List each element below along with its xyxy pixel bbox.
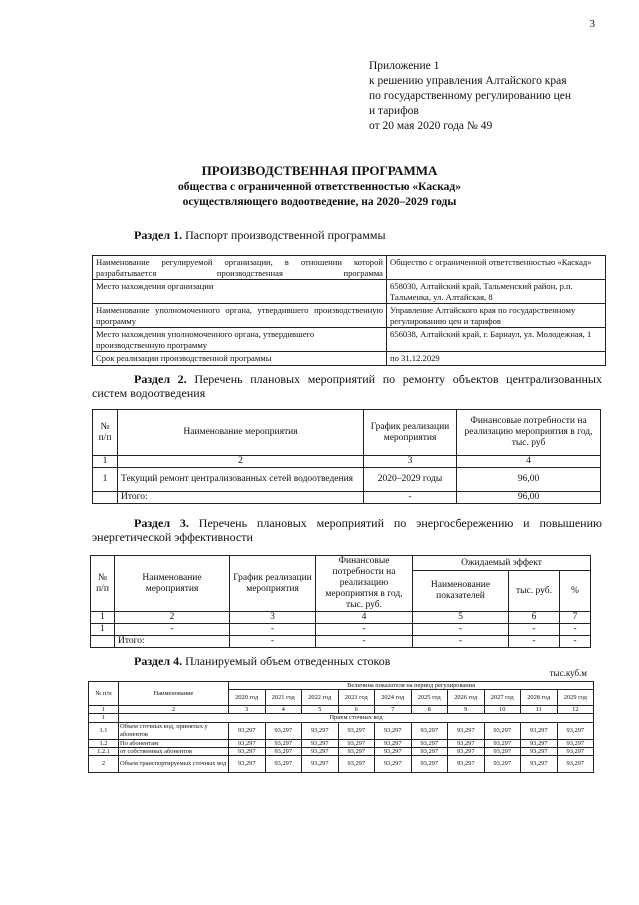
table-row xyxy=(93,352,606,366)
table-row xyxy=(93,280,606,304)
passport-value: 656038, Алтайский край, г. Барнаул, ул. Молодежная, 1 xyxy=(387,328,606,352)
table-row xyxy=(93,304,606,328)
header-effect: Ожидаемый эффект xyxy=(413,556,591,571)
total-cell: - xyxy=(560,636,591,648)
total-row xyxy=(91,636,591,648)
year-cell: 2026 год xyxy=(448,690,485,706)
row-name: Объем транспортируемых сточных вод xyxy=(119,756,229,773)
unit-label: тыс.куб.м xyxy=(549,668,587,678)
value-cell: 93,297 xyxy=(484,747,521,755)
table-row xyxy=(89,747,594,755)
header-finance: Финансовые потребности на реализацию мероприятия в год, тыс. руб xyxy=(457,410,601,456)
appendix-line: и тарифов xyxy=(369,105,419,117)
header-rub: тыс. руб. xyxy=(509,571,560,612)
col-number: 6 xyxy=(509,612,560,624)
header-num: № п/п xyxy=(93,410,118,456)
year-cell: 2020 год xyxy=(229,690,266,706)
section3-label: Раздел 3. xyxy=(134,516,189,530)
passport-name: Наименование уполномоченного органа, утвердившего производственную программу xyxy=(93,304,387,328)
total-cell: - xyxy=(413,636,509,648)
value-cell: 93,297 xyxy=(521,739,558,747)
value-cell: 93,297 xyxy=(229,756,266,773)
row-num: 1.1 xyxy=(89,722,119,739)
col-number: 7 xyxy=(375,706,412,714)
table-header-row xyxy=(91,556,591,571)
row-num: 1 xyxy=(93,468,118,492)
repair-table xyxy=(92,409,601,504)
value-cell: 93,297 xyxy=(557,747,594,755)
value-cell: 93,297 xyxy=(229,747,266,755)
section1-label: Раздел 1. xyxy=(134,228,183,242)
header-name: Наименование мероприятия xyxy=(118,410,364,456)
col-number: 5 xyxy=(413,612,509,624)
col-number: 6 xyxy=(338,706,375,714)
section2-heading xyxy=(92,372,602,400)
col-number: 12 xyxy=(557,706,594,714)
table-row xyxy=(89,739,594,747)
appendix-line: Приложение 1 xyxy=(369,60,440,72)
total-schedule: - xyxy=(364,492,457,504)
table-row xyxy=(93,468,601,492)
appendix-line: к решению управления Алтайского края xyxy=(369,75,567,87)
year-cell: 2025 год xyxy=(411,690,448,706)
row-name: от собственных абонентов xyxy=(119,747,229,755)
header-schedule: График реализации мероприятия xyxy=(364,410,457,456)
value-cell: 93,297 xyxy=(411,747,448,755)
col-number: 3 xyxy=(230,612,316,624)
total-row xyxy=(93,492,601,504)
value-cell: 93,297 xyxy=(411,756,448,773)
value-cell: 93,297 xyxy=(265,756,302,773)
page-number: 3 xyxy=(589,18,595,30)
value-cell: 93,297 xyxy=(411,722,448,739)
value-cell: 93,297 xyxy=(557,756,594,773)
row-cell: - xyxy=(413,624,509,636)
value-cell: 93,297 xyxy=(521,722,558,739)
total-cell: - xyxy=(509,636,560,648)
section1-title: Паспорт производственной программы xyxy=(185,228,386,242)
value-cell: 93,297 xyxy=(338,739,375,747)
header-schedule: График реализации мероприятия xyxy=(230,556,316,612)
value-cell: 93,297 xyxy=(302,756,339,773)
col-number: 1 xyxy=(91,612,115,624)
value-cell: 93,297 xyxy=(484,756,521,773)
section2-title: Перечень плановых мероприятий по ремонту объектов централизованных систем водоотведения xyxy=(92,372,602,400)
value-cell: 93,297 xyxy=(411,739,448,747)
energy-table xyxy=(90,555,591,648)
row-name: Текущий ремонт централизованных сетей водоотведения xyxy=(118,468,364,492)
row-num: 1.2 xyxy=(89,739,119,747)
year-cell: 2028 год xyxy=(521,690,558,706)
passport-value: 658030, Алтайский край, Тальменский район, р.п. Тальменка, ул. Алтайская, 8 xyxy=(387,280,606,304)
value-cell: 93,297 xyxy=(338,747,375,755)
section4-label: Раздел 4. xyxy=(134,654,183,668)
value-cell: 93,297 xyxy=(557,722,594,739)
col-number: 2 xyxy=(119,706,229,714)
col-number: 10 xyxy=(484,706,521,714)
group-label: Прием сточных вод xyxy=(119,714,594,722)
column-number-row xyxy=(91,612,591,624)
row-cell: - xyxy=(509,624,560,636)
row-amount: 96,00 xyxy=(457,468,601,492)
header-indicator: Наименование показателей xyxy=(413,571,509,612)
passport-name: Место нахождения организации xyxy=(93,280,387,304)
header-name: Наименование xyxy=(119,682,229,706)
value-cell: 93,297 xyxy=(302,722,339,739)
row-name: Объем сточных вод, принятых у абонентов xyxy=(119,722,229,739)
col-number: 11 xyxy=(521,706,558,714)
table-row xyxy=(93,328,606,352)
row-cell: - xyxy=(316,624,413,636)
empty-cell xyxy=(91,636,115,648)
value-cell: 93,297 xyxy=(448,739,485,747)
total-cell: - xyxy=(230,636,316,648)
col-number: 2 xyxy=(118,456,364,468)
total-amount: 96,00 xyxy=(457,492,601,504)
value-cell: 93,297 xyxy=(229,739,266,747)
document-title: ПРОИЗВОДСТВЕННАЯ ПРОГРАММА xyxy=(201,163,438,178)
col-number: 8 xyxy=(411,706,448,714)
value-cell: 93,297 xyxy=(229,722,266,739)
col-number: 4 xyxy=(265,706,302,714)
header-num: № п/п xyxy=(89,682,119,706)
value-cell: 93,297 xyxy=(375,739,412,747)
year-cell: 2022 год xyxy=(302,690,339,706)
header-name: Наименование мероприятия xyxy=(115,556,230,612)
table-header-row xyxy=(93,410,601,456)
year-cell: 2021 год xyxy=(265,690,302,706)
row-cell: - xyxy=(560,624,591,636)
col-number: 4 xyxy=(457,456,601,468)
document-subtitle: общества с ограниченной ответственностью «Каскад» xyxy=(178,181,461,193)
col-number: 9 xyxy=(448,706,485,714)
appendix-line: по государственному регулированию цен xyxy=(369,90,572,102)
passport-name: Срок реализации производственной программы xyxy=(93,352,387,366)
value-cell: 93,297 xyxy=(338,722,375,739)
total-label: Итого: xyxy=(118,492,364,504)
section3-title: Перечень плановых мероприятий по энергосбережению и повышению энергетической эффективности xyxy=(92,516,602,544)
column-number-row xyxy=(89,706,594,714)
col-number: 5 xyxy=(302,706,339,714)
passport-table xyxy=(92,255,606,366)
row-cell: - xyxy=(230,624,316,636)
empty-cell xyxy=(93,492,118,504)
table-row xyxy=(89,722,594,739)
value-cell: 93,297 xyxy=(521,756,558,773)
value-cell: 93,297 xyxy=(302,747,339,755)
group-row xyxy=(89,714,594,722)
appendix-line: от 20 мая 2020 года № 49 xyxy=(369,120,493,132)
volume-table xyxy=(88,681,594,773)
value-cell: 93,297 xyxy=(448,722,485,739)
col-number: 7 xyxy=(560,612,591,624)
appendix-block xyxy=(369,59,571,134)
table-row xyxy=(89,756,594,773)
section1-heading xyxy=(134,228,386,243)
passport-value: Общество с ограниченной ответственностью «Каскад» xyxy=(387,256,606,280)
section4-title: Планируемый объем отведенных стоков xyxy=(185,654,391,668)
year-cell: 2029 год xyxy=(557,690,594,706)
row-cell: 1 xyxy=(91,624,115,636)
value-cell: 93,297 xyxy=(375,722,412,739)
col-number: 2 xyxy=(115,612,230,624)
value-cell: 93,297 xyxy=(448,747,485,755)
passport-name: Место нахождения уполномоченного органа, утвердившего производственную программу xyxy=(93,328,387,352)
value-cell: 93,297 xyxy=(302,739,339,747)
year-cell: 2024 год xyxy=(375,690,412,706)
year-cell: 2027 год xyxy=(484,690,521,706)
document-subtitle-2: осуществляющего водоотведение, на 2020–2029 годы xyxy=(182,196,457,208)
col-number: 1 xyxy=(93,456,118,468)
value-cell: 93,297 xyxy=(448,756,485,773)
header-num: № п/п xyxy=(91,556,115,612)
group-num: 1 xyxy=(89,714,119,722)
value-cell: 93,297 xyxy=(375,747,412,755)
value-cell: 93,297 xyxy=(265,747,302,755)
col-number: 4 xyxy=(316,612,413,624)
table-row xyxy=(93,256,606,280)
row-num: 1.2.1 xyxy=(89,747,119,755)
header-finance: Финансовые потребности на реализацию мероприятия в год, тыс. руб. xyxy=(316,556,413,612)
passport-value: Управление Алтайского края по государственному регулированию цен и тарифов xyxy=(387,304,606,328)
value-cell: 93,297 xyxy=(265,722,302,739)
total-label: Итого: xyxy=(115,636,230,648)
section4-heading xyxy=(134,654,390,669)
col-number: 3 xyxy=(229,706,266,714)
section2-label: Раздел 2. xyxy=(134,372,187,386)
value-cell: 93,297 xyxy=(484,722,521,739)
passport-value: по 31.12.2029 xyxy=(387,352,606,366)
passport-name: Наименование регулируемой организации, в отношении которой разрабатывается производственная программа xyxy=(93,256,387,280)
year-cell: 2023 год xyxy=(338,690,375,706)
value-cell: 93,297 xyxy=(375,756,412,773)
col-number: 1 xyxy=(89,706,119,714)
table-header-row xyxy=(89,682,594,690)
header-pct: % xyxy=(560,571,591,612)
column-number-row xyxy=(93,456,601,468)
section3-heading xyxy=(92,516,602,544)
value-cell: 93,297 xyxy=(265,739,302,747)
row-schedule: 2020–2029 годы xyxy=(364,468,457,492)
table-row xyxy=(91,624,591,636)
row-cell: - xyxy=(115,624,230,636)
row-num: 2 xyxy=(89,756,119,773)
value-cell: 93,297 xyxy=(521,747,558,755)
total-cell: - xyxy=(316,636,413,648)
value-cell: 93,297 xyxy=(338,756,375,773)
header-period: Величина показателя на период регулирования xyxy=(229,682,594,690)
value-cell: 93,297 xyxy=(484,739,521,747)
row-name: По абонентам xyxy=(119,739,229,747)
value-cell: 93,297 xyxy=(557,739,594,747)
col-number: 3 xyxy=(364,456,457,468)
